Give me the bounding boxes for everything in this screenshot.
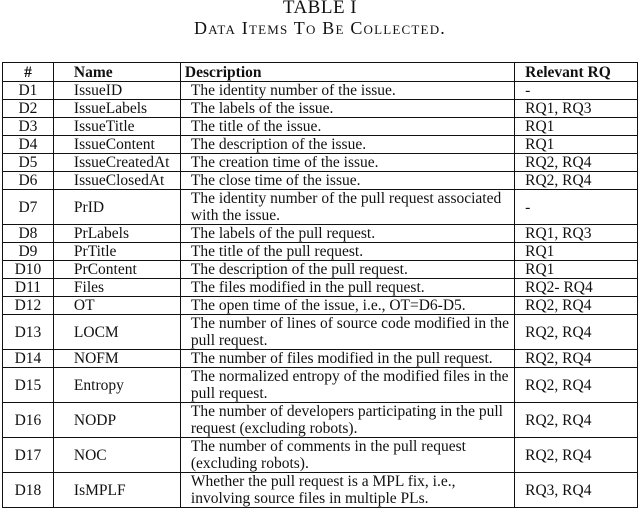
cell-relevant-rq: RQ1	[515, 261, 638, 279]
table-row	[3, 136, 638, 154]
table-row	[3, 118, 638, 136]
cell-description: Whether the pull request is a MPL fix, i.e., involving source files in multiple PLs.	[180, 473, 514, 508]
cell-id: D5	[3, 154, 54, 172]
cell-description: The title of the pull request.	[180, 243, 514, 261]
header-name: Name	[53, 63, 180, 82]
cell-name: IssueID	[53, 82, 180, 100]
cell-id: D3	[3, 118, 54, 136]
cell-id: D7	[3, 190, 54, 225]
cell-name: OT	[53, 297, 180, 315]
cell-description: The close time of the issue.	[180, 172, 514, 190]
header-relevant-rq: Relevant RQ	[515, 63, 638, 82]
cell-relevant-rq: RQ2, RQ4	[515, 350, 638, 368]
table-row	[3, 315, 638, 350]
cell-name: PrContent	[53, 261, 180, 279]
cell-id: D12	[3, 297, 54, 315]
cell-description: The open time of the issue, i.e., OT=D6-D5.	[180, 297, 514, 315]
cell-relevant-rq: RQ3, RQ4	[515, 473, 638, 508]
cell-name: IssueContent	[53, 136, 180, 154]
cell-name: Files	[53, 279, 180, 297]
cell-name: IssueCreatedAt	[53, 154, 180, 172]
cell-id: D14	[3, 350, 54, 368]
cell-relevant-rq: RQ2, RQ4	[515, 403, 638, 438]
cell-id: D10	[3, 261, 54, 279]
cell-id: D9	[3, 243, 54, 261]
cell-relevant-rq: RQ1	[515, 243, 638, 261]
cell-name: NOFM	[53, 350, 180, 368]
cell-relevant-rq: RQ2, RQ4	[515, 297, 638, 315]
cell-relevant-rq: RQ1, RQ3	[515, 100, 638, 118]
cell-relevant-rq: RQ1	[515, 118, 638, 136]
cell-name: PrLabels	[53, 225, 180, 243]
cell-description: The identity number of the pull request associated with the issue.	[180, 190, 514, 225]
table-row	[3, 190, 638, 225]
cell-relevant-rq: RQ2, RQ4	[515, 154, 638, 172]
table-row	[3, 172, 638, 190]
table-row	[3, 279, 638, 297]
cell-name: Entropy	[53, 368, 180, 403]
cell-relevant-rq: RQ2, RQ4	[515, 172, 638, 190]
cell-name: IssueClosedAt	[53, 172, 180, 190]
cell-name: PrID	[53, 190, 180, 225]
table-row	[3, 368, 638, 403]
cell-id: D11	[3, 279, 54, 297]
cell-name: IssueTitle	[53, 118, 180, 136]
table-row	[3, 473, 638, 508]
table-row	[3, 261, 638, 279]
table-row	[3, 82, 638, 100]
table-caption	[0, 0, 640, 39]
table-row	[3, 100, 638, 118]
cell-name: NODP	[53, 403, 180, 438]
table-row	[3, 243, 638, 261]
cell-description: The labels of the pull request.	[180, 225, 514, 243]
cell-description: The labels of the issue.	[180, 100, 514, 118]
cell-relevant-rq: RQ1	[515, 136, 638, 154]
cell-id: D15	[3, 368, 54, 403]
table-number: TABLE I	[282, 0, 358, 18]
table-row	[3, 438, 638, 473]
cell-name: LOCM	[53, 315, 180, 350]
header-description: Description	[180, 63, 514, 82]
cell-id: D16	[3, 403, 54, 438]
table-row	[3, 225, 638, 243]
cell-id: D17	[3, 438, 54, 473]
table-row	[3, 403, 638, 438]
cell-relevant-rq: RQ1, RQ3	[515, 225, 638, 243]
cell-name: IsMPLF	[53, 473, 180, 508]
cell-description: The number of lines of source code modified in the pull request.	[180, 315, 514, 350]
cell-relevant-rq: RQ2, RQ4	[515, 438, 638, 473]
cell-id: D6	[3, 172, 54, 190]
cell-relevant-rq: RQ2, RQ4	[515, 368, 638, 403]
cell-id: D18	[3, 473, 54, 508]
table-row	[3, 350, 638, 368]
cell-id: D13	[3, 315, 54, 350]
cell-description: The files modified in the pull request.	[180, 279, 514, 297]
cell-relevant-rq: -	[515, 190, 638, 225]
cell-id: D8	[3, 225, 54, 243]
cell-id: D2	[3, 100, 54, 118]
cell-relevant-rq: RQ2- RQ4	[515, 279, 638, 297]
cell-id: D1	[3, 82, 54, 100]
table-header-row	[3, 63, 638, 82]
cell-relevant-rq: -	[515, 82, 638, 100]
table-title: Data Items To Be Collected.	[194, 18, 446, 38]
cell-name: IssueLabels	[53, 100, 180, 118]
cell-description: The number of developers participating in the pull request (excluding robots).	[180, 403, 514, 438]
table-row	[3, 154, 638, 172]
cell-name: NOC	[53, 438, 180, 473]
cell-id: D4	[3, 136, 54, 154]
cell-relevant-rq: RQ2, RQ4	[515, 315, 638, 350]
cell-description: The description of the issue.	[180, 136, 514, 154]
cell-description: The identity number of the issue.	[180, 82, 514, 100]
cell-name: PrTitle	[53, 243, 180, 261]
data-items-table	[2, 62, 638, 508]
cell-description: The title of the issue.	[180, 118, 514, 136]
cell-description: The number of files modified in the pull request.	[180, 350, 514, 368]
cell-description: The normalized entropy of the modified files in the pull request.	[180, 368, 514, 403]
cell-description: The number of comments in the pull request (excluding robots).	[180, 438, 514, 473]
table-row	[3, 297, 638, 315]
cell-description: The description of the pull request.	[180, 261, 514, 279]
header-number: #	[3, 63, 54, 82]
cell-description: The creation time of the issue.	[180, 154, 514, 172]
